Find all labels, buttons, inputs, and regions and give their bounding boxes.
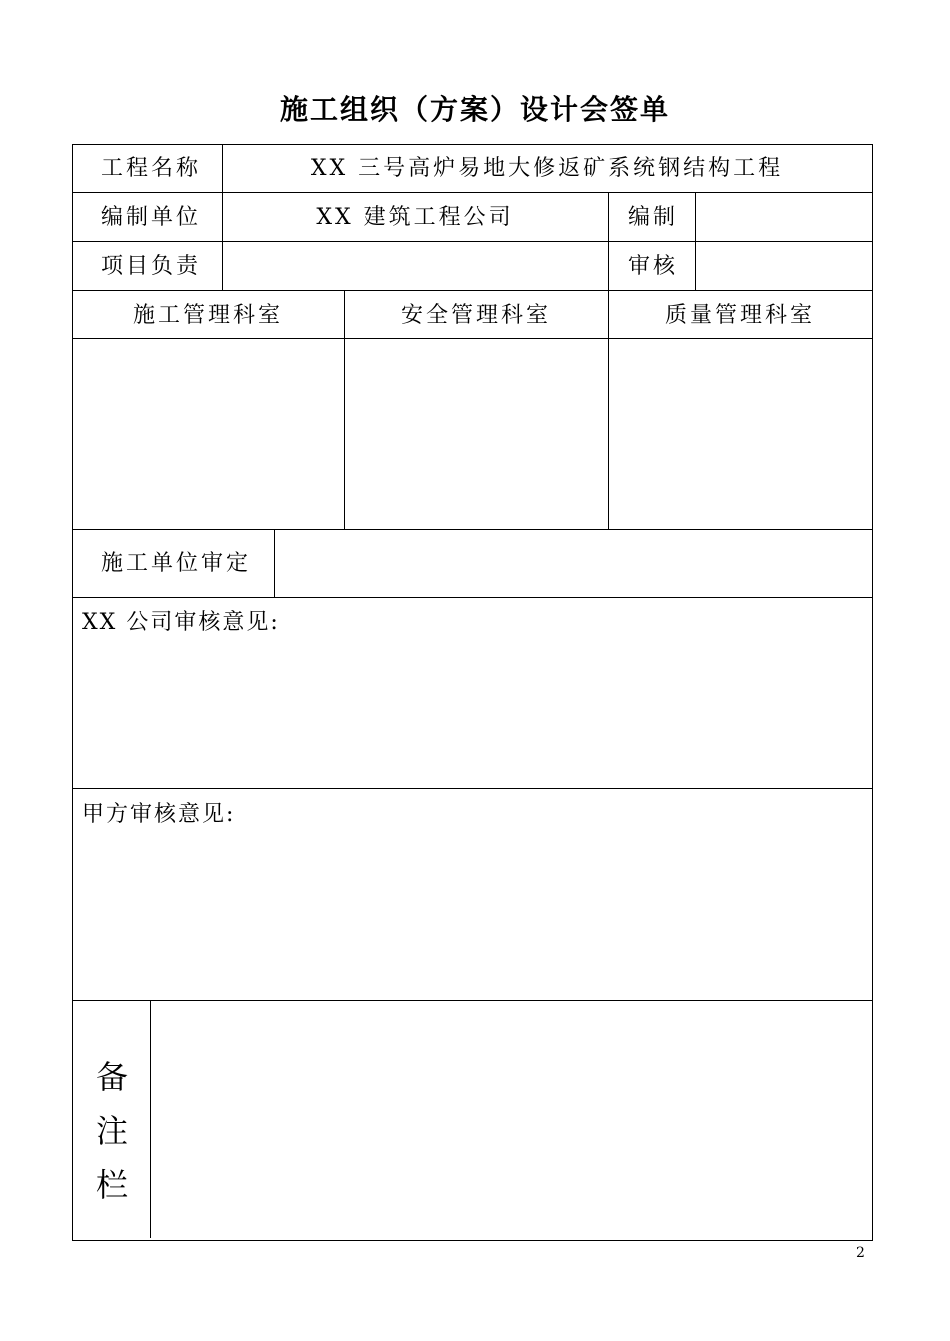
client-review-label: 甲方审核意见: [82, 802, 236, 827]
remarks-field[interactable] [158, 1010, 866, 1232]
column-divider [608, 192, 609, 291]
review-label: 审核 [628, 254, 679, 279]
table-border-bottom [72, 1240, 873, 1241]
document-title: 施工组织（方案）设计会签单 [279, 93, 670, 126]
department-quality-label: 质量管理科室 [664, 303, 815, 328]
remarks-label-char: 栏 [95, 1166, 128, 1204]
row-divider [72, 1000, 873, 1001]
row-divider [72, 241, 873, 242]
table-border-right [872, 144, 873, 1241]
row-divider [72, 597, 873, 598]
department-construction-opinion[interactable] [78, 346, 338, 522]
row-divider [72, 788, 873, 789]
compiling-unit-label: 编制单位 [101, 205, 202, 230]
department-safety-label: 安全管理科室 [400, 303, 551, 328]
department-safety-opinion[interactable] [350, 346, 602, 522]
project-manager-label: 项目负责 [101, 254, 202, 279]
department-quality-opinion[interactable] [614, 346, 866, 522]
column-divider [274, 529, 275, 598]
row-divider [72, 192, 873, 193]
remarks-label-char: 注 [95, 1112, 128, 1150]
project-name-label: 工程名称 [101, 156, 202, 181]
compiling-unit-value[interactable]: XX 建筑工程公司 [316, 205, 514, 230]
department-construction-label: 施工管理科室 [132, 303, 283, 328]
row-divider [72, 529, 873, 530]
client-review-field[interactable] [82, 836, 862, 992]
column-divider [695, 192, 696, 291]
editor-label: 编制 [628, 205, 679, 230]
project-name-value[interactable]: XX 三号高炉易地大修返矿系统钢结构工程 [310, 156, 784, 181]
company-review-field[interactable] [82, 644, 862, 780]
construction-approval-label: 施工单位审定 [101, 551, 252, 576]
page-number: 2 [856, 1245, 865, 1261]
remarks-label-char: 备 [95, 1058, 128, 1096]
row-divider [72, 290, 873, 291]
remarks-label [73, 1050, 151, 1212]
row-divider [72, 338, 873, 339]
table-border-top [72, 144, 873, 145]
company-review-label: XX 公司审核意见: [82, 610, 280, 635]
